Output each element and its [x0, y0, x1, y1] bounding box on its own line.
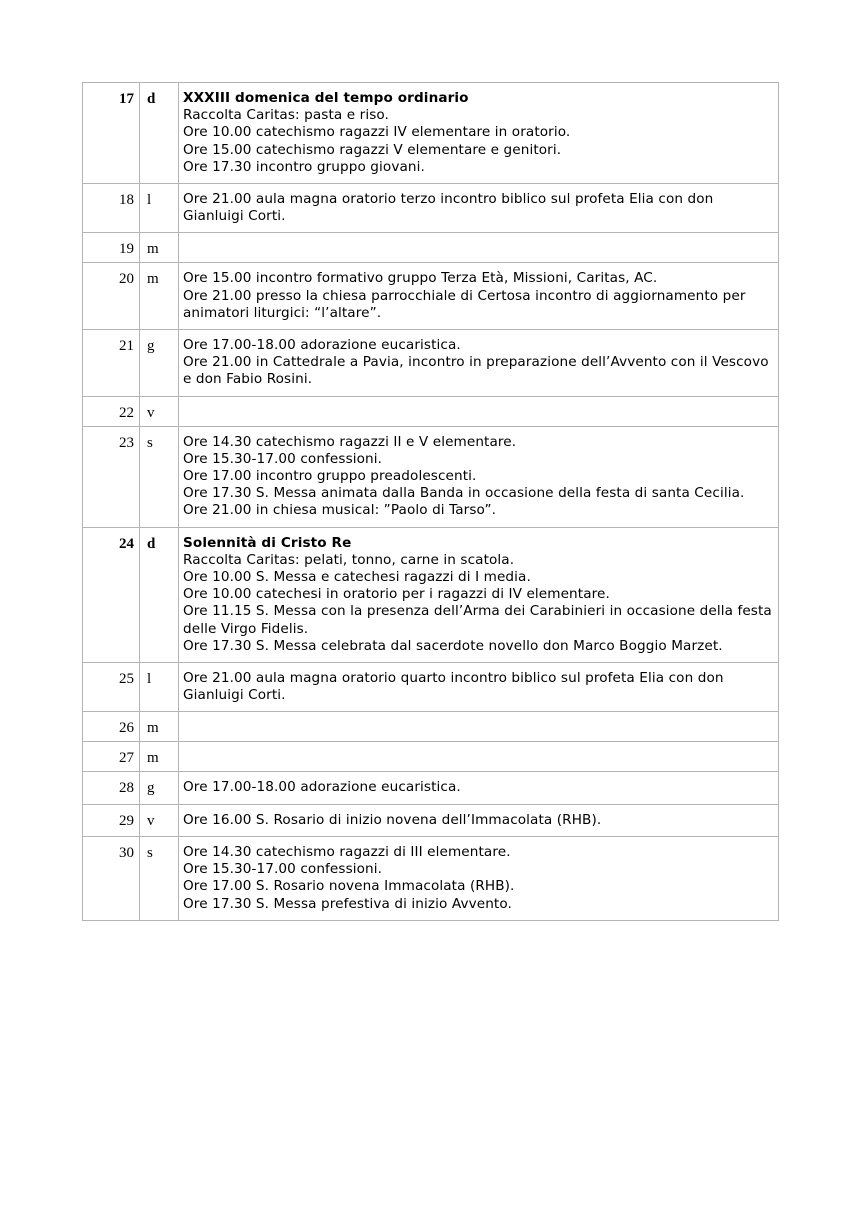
day-title: XXXIII domenica del tempo ordinario	[183, 90, 469, 106]
day-number: 17	[83, 83, 140, 184]
weekday-letter: d	[140, 83, 179, 184]
day-number: 21	[83, 330, 140, 397]
calendar-row	[83, 330, 779, 397]
events-cell	[179, 804, 779, 836]
day-number: 29	[83, 804, 140, 836]
calendar-row	[83, 263, 779, 330]
weekday-letter: v	[140, 804, 179, 836]
weekday-letter: s	[140, 836, 179, 920]
events-cell	[179, 663, 779, 712]
event-line: Ore 10.00 catechesi in oratorio per i ragazzi di IV elementare.	[183, 586, 610, 603]
events-cell	[179, 83, 779, 184]
day-number: 24	[83, 527, 140, 662]
event-line: Ore 14.30 catechismo ragazzi di III elementare.	[183, 843, 511, 860]
weekday-letter: m	[140, 233, 179, 263]
events-cell	[179, 330, 779, 397]
weekday-letter: s	[140, 426, 179, 527]
day-number: 28	[83, 772, 140, 804]
calendar-page	[82, 82, 778, 921]
calendar-row	[83, 742, 779, 772]
day-number: 27	[83, 742, 140, 772]
event-line: Ore 16.00 S. Rosario di inizio novena dell’Immacolata (RHB).	[183, 811, 602, 828]
calendar-row	[83, 712, 779, 742]
events-cell	[179, 527, 779, 662]
calendar-row	[83, 527, 779, 662]
events-cell	[179, 233, 779, 263]
weekday-letter: m	[140, 712, 179, 742]
event-line: Ore 17.30 S. Messa animata dalla Banda in occasione della festa di santa Cecilia.	[183, 485, 745, 502]
event-line: Ore 10.00 catechismo ragazzi IV elementare in oratorio.	[183, 124, 571, 141]
event-line: Ore 15.30-17.00 confessioni.	[183, 450, 383, 467]
day-number: 18	[83, 184, 140, 233]
event-line: Ore 17.00 S. Rosario novena Immacolata (RHB).	[183, 878, 515, 895]
day-number: 25	[83, 663, 140, 712]
event-line: Raccolta Caritas: pelati, tonno, carne in scatola.	[183, 551, 515, 568]
event-line: Ore 17.30 incontro gruppo giovani.	[183, 158, 425, 175]
events-cell	[179, 263, 779, 330]
calendar-body	[83, 83, 779, 921]
event-line: Ore 15.00 catechismo ragazzi V elementare e genitori.	[183, 141, 562, 158]
day-number: 20	[83, 263, 140, 330]
calendar-row	[83, 184, 779, 233]
weekday-letter: g	[140, 772, 179, 804]
weekday-letter: l	[140, 184, 179, 233]
event-line: Ore 15.00 incontro formativo gruppo Terza Età, Missioni, Caritas, AC.	[183, 270, 658, 287]
calendar-row	[83, 426, 779, 527]
event-line: Raccolta Caritas: pasta e riso.	[183, 107, 389, 124]
weekday-letter: d	[140, 527, 179, 662]
calendar-row	[83, 804, 779, 836]
event-line: Ore 21.00 aula magna oratorio quarto incontro biblico sul profeta Elia con don Gianluigi Corti.	[183, 670, 724, 704]
events-cell	[179, 742, 779, 772]
weekday-letter: g	[140, 330, 179, 397]
calendar-row	[83, 83, 779, 184]
weekday-letter: l	[140, 663, 179, 712]
event-line: Ore 17.30 S. Messa prefestiva di inizio Avvento.	[183, 895, 512, 912]
event-line: Ore 21.00 in Cattedrale a Pavia, incontro in preparazione dell’Avvento con il Vescovo e don Fabio Rosini.	[183, 354, 769, 388]
weekday-letter: m	[140, 263, 179, 330]
calendar-row	[83, 233, 779, 263]
event-line: Ore 10.00 S. Messa e catechesi ragazzi di I media.	[183, 569, 531, 586]
calendar-row	[83, 772, 779, 804]
event-line: Ore 17.00 incontro gruppo preadolescenti.	[183, 468, 477, 485]
day-number: 26	[83, 712, 140, 742]
event-line: Ore 14.30 catechismo ragazzi II e V elementare.	[183, 433, 517, 450]
events-cell	[179, 396, 779, 426]
calendar-row	[83, 396, 779, 426]
event-line: Ore 21.00 in chiesa musical: ”Paolo di Tarso”.	[183, 502, 497, 519]
day-number: 22	[83, 396, 140, 426]
event-line: Ore 11.15 S. Messa con la presenza dell’Arma dei Carabinieri in occasione della festa delle Virgo Fidelis.	[183, 603, 772, 637]
day-number: 19	[83, 233, 140, 263]
events-cell	[179, 184, 779, 233]
calendar-table	[82, 82, 779, 921]
calendar-row	[83, 836, 779, 920]
events-cell	[179, 712, 779, 742]
event-line: Ore 15.30-17.00 confessioni.	[183, 861, 383, 878]
day-number: 23	[83, 426, 140, 527]
day-number: 30	[83, 836, 140, 920]
event-line: Ore 21.00 aula magna oratorio terzo incontro biblico sul profeta Elia con don Gianluigi Corti.	[183, 191, 714, 225]
event-line: Ore 21.00 presso la chiesa parrocchiale di Certosa incontro di aggiornamento per animatori liturgici: “l’altare”.	[183, 287, 746, 321]
event-line: Ore 17.00-18.00 adorazione eucaristica.	[183, 779, 461, 796]
events-cell	[179, 426, 779, 527]
day-title: Solennità di Cristo Re	[183, 534, 352, 551]
weekday-letter: m	[140, 742, 179, 772]
events-cell	[179, 836, 779, 920]
event-line: Ore 17.30 S. Messa celebrata dal sacerdote novello don Marco Boggio Marzet.	[183, 637, 723, 654]
event-line: Ore 17.00-18.00 adorazione eucaristica.	[183, 337, 461, 354]
weekday-letter: v	[140, 396, 179, 426]
calendar-row	[83, 663, 779, 712]
events-cell	[179, 772, 779, 804]
